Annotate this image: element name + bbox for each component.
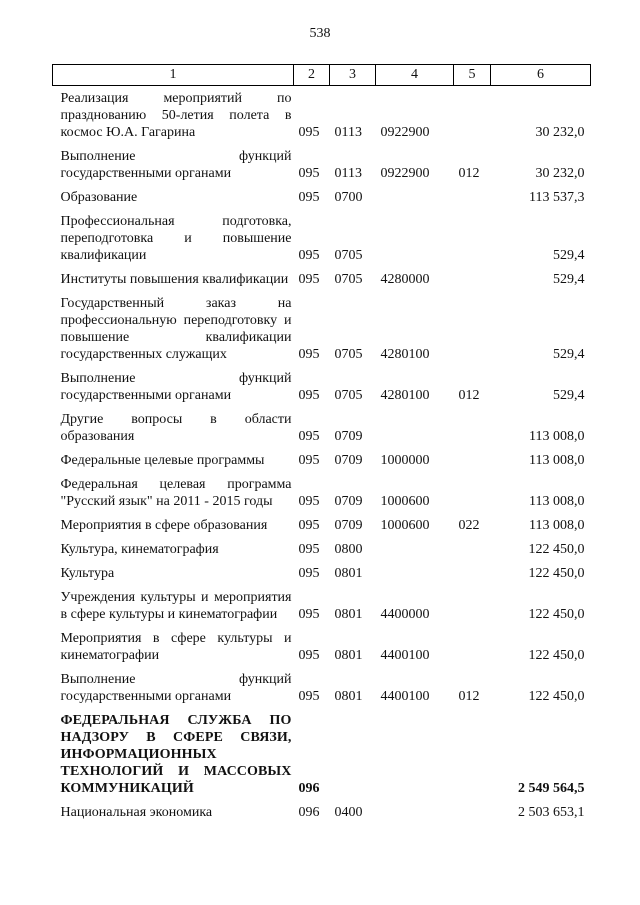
- row-amount: 122 450,0: [528, 689, 585, 704]
- row-name: Выполнение функций государственными органами: [60, 149, 292, 181]
- table-row: [53, 558, 591, 582]
- row-target-code: [376, 404, 454, 445]
- table-row: [53, 182, 591, 206]
- row-name: Мероприятия в сфере образования: [60, 518, 268, 533]
- row-ministry-code: 095: [298, 542, 320, 557]
- row-ministry-code: 095: [298, 453, 320, 468]
- row-name: Профессиональная подготовка, переподготовка и повышение квалификации: [60, 214, 292, 263]
- row-section-code: 0700: [334, 190, 363, 205]
- row-expense-type-code: 012: [458, 388, 480, 403]
- row-section-code: 0709: [334, 453, 363, 468]
- row-name: ФЕДЕРАЛЬНАЯ СЛУЖБА ПО НАДЗОРУ В СФЕРЕ СВЯЗИ, ИНФОРМАЦИОННЫХ ТЕХНОЛОГИЙ И МАССОВЫХ КОММУНИКАЦИЙ: [60, 713, 292, 796]
- row-expense-type-code: [454, 404, 491, 445]
- row-target-code: [376, 705, 454, 797]
- row-section-code: 0709: [334, 494, 363, 509]
- row-target-code: [376, 534, 454, 558]
- row-name: Государственный заказ на профессиональную переподготовку и повышение квалификации государственных служащих: [60, 296, 292, 362]
- row-target-code: 1000600: [380, 518, 430, 533]
- row-target-code: [376, 558, 454, 582]
- row-expense-type-code: [454, 705, 491, 797]
- table-body: [53, 86, 591, 822]
- row-ministry-code: 096: [298, 805, 320, 820]
- row-expense-type-code: [454, 534, 491, 558]
- table-row: [53, 582, 591, 623]
- table-row: [53, 86, 591, 142]
- row-section-code: 0705: [334, 347, 363, 362]
- row-target-code: 4280100: [380, 388, 430, 403]
- row-amount: 122 450,0: [528, 648, 585, 663]
- table-row: [53, 469, 591, 510]
- row-target-code: [376, 182, 454, 206]
- row-expense-type-code: [454, 445, 491, 469]
- row-section-code: 0705: [334, 248, 363, 263]
- row-amount: 113 008,0: [529, 453, 585, 468]
- row-section-code: 0113: [334, 166, 362, 181]
- table-row: [53, 445, 591, 469]
- row-amount: 122 450,0: [528, 607, 585, 622]
- row-amount: 122 450,0: [528, 566, 585, 581]
- row-target-code: 4280000: [380, 272, 430, 287]
- table-row: [53, 664, 591, 705]
- header-col-2: 2: [294, 65, 330, 86]
- row-amount: 122 450,0: [528, 542, 585, 557]
- row-ministry-code: 095: [298, 125, 320, 140]
- row-expense-type-code: 022: [458, 518, 480, 533]
- row-name: Реализация мероприятий по празднованию 50-летия полета в космос Ю.А. Гагарина: [60, 91, 292, 140]
- table-row: [53, 404, 591, 445]
- row-name: Выполнение функций государственными органами: [60, 371, 292, 403]
- header-col-4: 4: [376, 65, 454, 86]
- row-amount: 113 537,3: [529, 190, 585, 205]
- table-row: [53, 363, 591, 404]
- row-section-code: 0800: [334, 542, 363, 557]
- header-col-6: 6: [491, 65, 591, 86]
- row-ministry-code: 095: [298, 388, 320, 403]
- row-amount: 529,4: [553, 272, 585, 287]
- row-name: Культура: [60, 566, 115, 581]
- row-target-code: 1000000: [380, 453, 430, 468]
- row-ministry-code: 095: [298, 689, 320, 704]
- row-target-code: 4400000: [380, 607, 430, 622]
- row-ministry-code: 095: [298, 190, 320, 205]
- row-section-code: 0709: [334, 518, 363, 533]
- header-col-3: 3: [330, 65, 376, 86]
- row-name: Федеральная целевая программа "Русский язык" на 2011 - 2015 годы: [60, 477, 292, 509]
- row-section-code: [330, 705, 376, 797]
- row-expense-type-code: 012: [458, 166, 480, 181]
- row-section-code: 0801: [334, 566, 363, 581]
- row-target-code: 4400100: [380, 648, 430, 663]
- row-ministry-code: 095: [298, 566, 320, 581]
- row-name: Другие вопросы в области образования: [60, 412, 292, 444]
- table-row: [53, 141, 591, 182]
- header-col-1: 1: [53, 65, 294, 86]
- table-row: [53, 288, 591, 363]
- row-section-code: 0113: [334, 125, 362, 140]
- header-col-5: 5: [454, 65, 491, 86]
- row-target-code: [376, 206, 454, 264]
- page-number: 538: [309, 26, 331, 41]
- row-section-code: 0709: [334, 429, 363, 444]
- row-expense-type-code: [454, 86, 491, 142]
- row-ministry-code: 095: [298, 429, 320, 444]
- row-expense-type-code: [454, 623, 491, 664]
- row-amount: 113 008,0: [529, 518, 585, 533]
- budget-table: [52, 64, 591, 821]
- table-row: [53, 534, 591, 558]
- row-name: Институты повышения квалификации: [60, 272, 289, 287]
- table-row: [53, 206, 591, 264]
- row-expense-type-code: [454, 264, 491, 288]
- row-amount: 529,4: [553, 388, 585, 403]
- table-row: [53, 264, 591, 288]
- row-expense-type-code: [454, 582, 491, 623]
- table-row: [53, 705, 591, 797]
- row-ministry-code: 095: [298, 272, 320, 287]
- row-ministry-code: 095: [298, 494, 320, 509]
- row-ministry-code: 095: [298, 648, 320, 663]
- table-header-row: [53, 65, 591, 86]
- row-name: Выполнение функций государственными органами: [60, 672, 292, 704]
- row-target-code: 4400100: [380, 689, 430, 704]
- row-amount: 30 232,0: [535, 166, 585, 181]
- row-expense-type-code: [454, 469, 491, 510]
- row-ministry-code: 095: [298, 248, 320, 263]
- row-expense-type-code: [454, 558, 491, 582]
- row-expense-type-code: [454, 288, 491, 363]
- row-amount: 113 008,0: [529, 494, 585, 509]
- row-target-code: [376, 797, 454, 821]
- row-ministry-code: 096: [298, 781, 320, 796]
- row-amount: 2 503 653,1: [518, 805, 585, 820]
- row-amount: 2 549 564,5: [518, 781, 585, 796]
- row-section-code: 0801: [334, 648, 363, 663]
- row-name: Образование: [60, 190, 138, 205]
- table-row: [53, 797, 591, 821]
- row-target-code: 4280100: [380, 347, 430, 362]
- row-expense-type-code: 012: [458, 689, 480, 704]
- table-row: [53, 510, 591, 534]
- table-row: [53, 623, 591, 664]
- row-section-code: 0400: [334, 805, 363, 820]
- row-section-code: 0705: [334, 272, 363, 287]
- row-name: Учреждения культуры и мероприятия в сфере культуры и кинематографии: [60, 590, 292, 622]
- row-amount: 30 232,0: [535, 125, 585, 140]
- row-name: Федеральные целевые программы: [60, 453, 265, 468]
- row-expense-type-code: [454, 182, 491, 206]
- row-ministry-code: 095: [298, 347, 320, 362]
- row-section-code: 0801: [334, 607, 363, 622]
- row-section-code: 0705: [334, 388, 363, 403]
- row-name: Культура, кинематография: [60, 542, 219, 557]
- row-target-code: 1000600: [380, 494, 430, 509]
- row-ministry-code: 095: [298, 607, 320, 622]
- row-name: Мероприятия в сфере культуры и кинематографии: [60, 631, 292, 663]
- row-ministry-code: 095: [298, 518, 320, 533]
- row-expense-type-code: [454, 206, 491, 264]
- row-amount: 529,4: [553, 347, 585, 362]
- row-expense-type-code: [454, 797, 491, 821]
- row-target-code: 0922900: [380, 125, 430, 140]
- row-ministry-code: 095: [298, 166, 320, 181]
- row-amount: 113 008,0: [529, 429, 585, 444]
- row-name: Национальная экономика: [60, 805, 213, 820]
- row-amount: 529,4: [553, 248, 585, 263]
- row-section-code: 0801: [334, 689, 363, 704]
- row-target-code: 0922900: [380, 166, 430, 181]
